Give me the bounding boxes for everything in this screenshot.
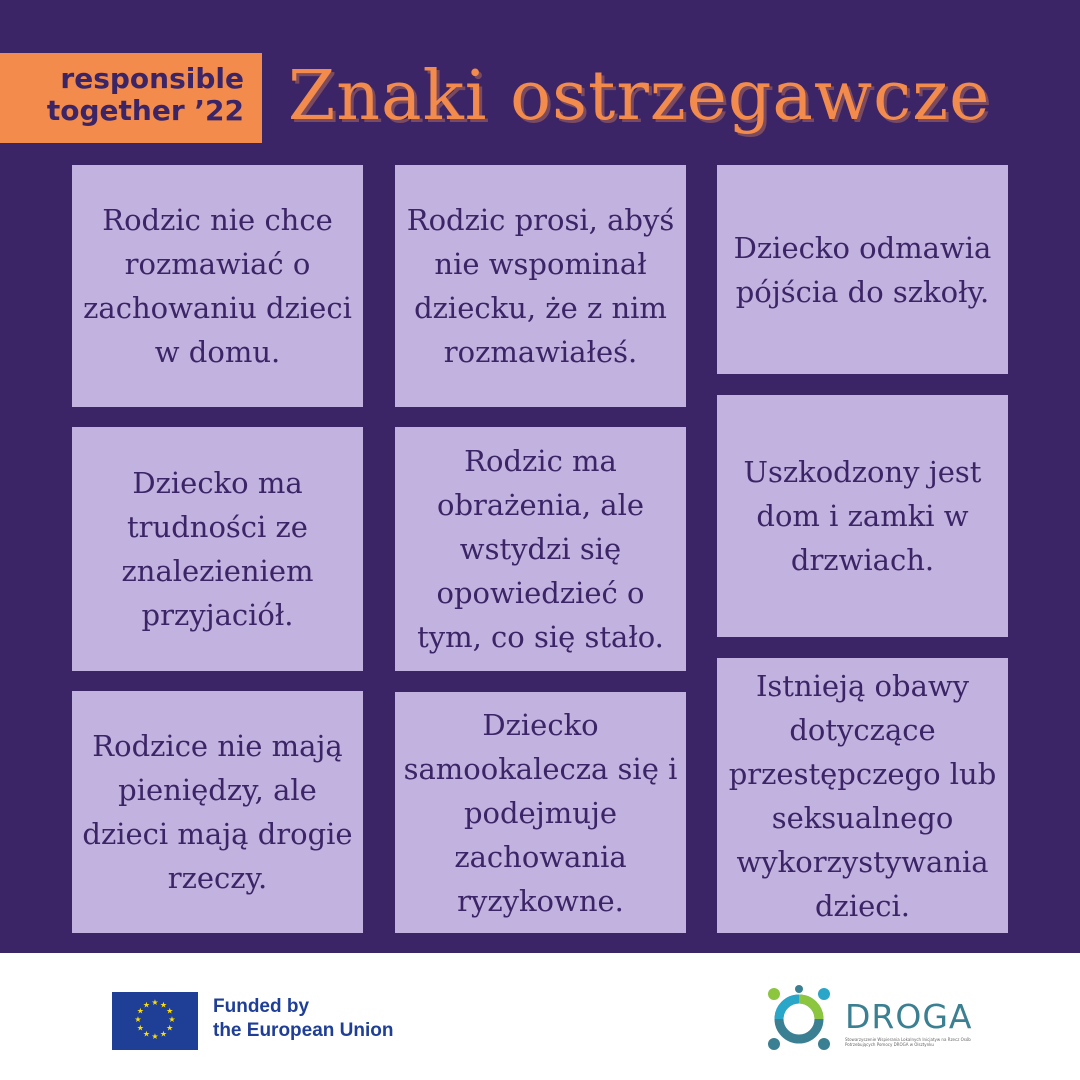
svg-text:★: ★ [151, 998, 159, 1007]
droga-subtitle: Stowarzyszenie Wspierania Lokalnych Inicjatyw na Rzecz Osób Potrzebujących Pomocy DROGA w Olsztynku [845, 1037, 971, 1047]
eu-text-line-1: Funded by [213, 996, 310, 1017]
responsible-together-badge [0, 53, 262, 143]
footer [0, 953, 1080, 1080]
svg-text:★: ★ [134, 1015, 142, 1024]
warning-card-9: Istnieją obawy dotyczące przestępczego lub seksualnego wykorzystywania dzieci. [717, 658, 1008, 933]
badge-line-2: together ’22 [46, 94, 244, 127]
svg-text:★: ★ [166, 1023, 174, 1033]
warning-card-3: Dziecko odmawia pójścia do szkoły. [717, 165, 1008, 374]
eu-funding-text [213, 995, 394, 1043]
warning-card-8: Dziecko samookalecza się i podejmuje zachowania ryzykowne. [395, 692, 686, 933]
svg-text:★: ★ [136, 1006, 144, 1016]
warning-card-4: Dziecko ma trudności ze znalezieniem przyjaciół. [72, 427, 363, 671]
svg-text:★: ★ [168, 1015, 176, 1024]
warning-card-5: Rodzic ma obrażenia, ale wstydzi się opowiedzieć o tym, co się stało. [395, 427, 686, 671]
svg-text:★: ★ [166, 1006, 174, 1016]
warning-card-6: Uszkodzony jest dom i zamki w drzwiach. [717, 395, 1008, 637]
svg-text:★: ★ [159, 1029, 168, 1039]
eu-text-line-2: the European Union [213, 1020, 394, 1041]
droga-logo-icon [765, 985, 833, 1053]
svg-text:★: ★ [151, 1032, 159, 1041]
droga-name: DROGA [845, 997, 973, 1036]
warning-card-2: Rodzic prosi, abyś nie wspominał dziecku, że z nim rozmawiałeś. [395, 165, 686, 407]
warning-card-7: Rodzice nie mają pieniędzy, ale dzieci mają drogie rzeczy. [72, 691, 363, 933]
svg-text:★: ★ [142, 1029, 151, 1039]
svg-text:★: ★ [142, 1000, 151, 1010]
page-title: Znaki ostrzegawcze [288, 57, 991, 136]
svg-text:★: ★ [136, 1023, 144, 1033]
badge-line-1: responsible [60, 62, 244, 95]
eu-flag-icon [112, 992, 198, 1050]
svg-text:★: ★ [159, 1000, 168, 1010]
warning-card-1: Rodzic nie chce rozmawiać o zachowaniu dzieci w domu. [72, 165, 363, 407]
